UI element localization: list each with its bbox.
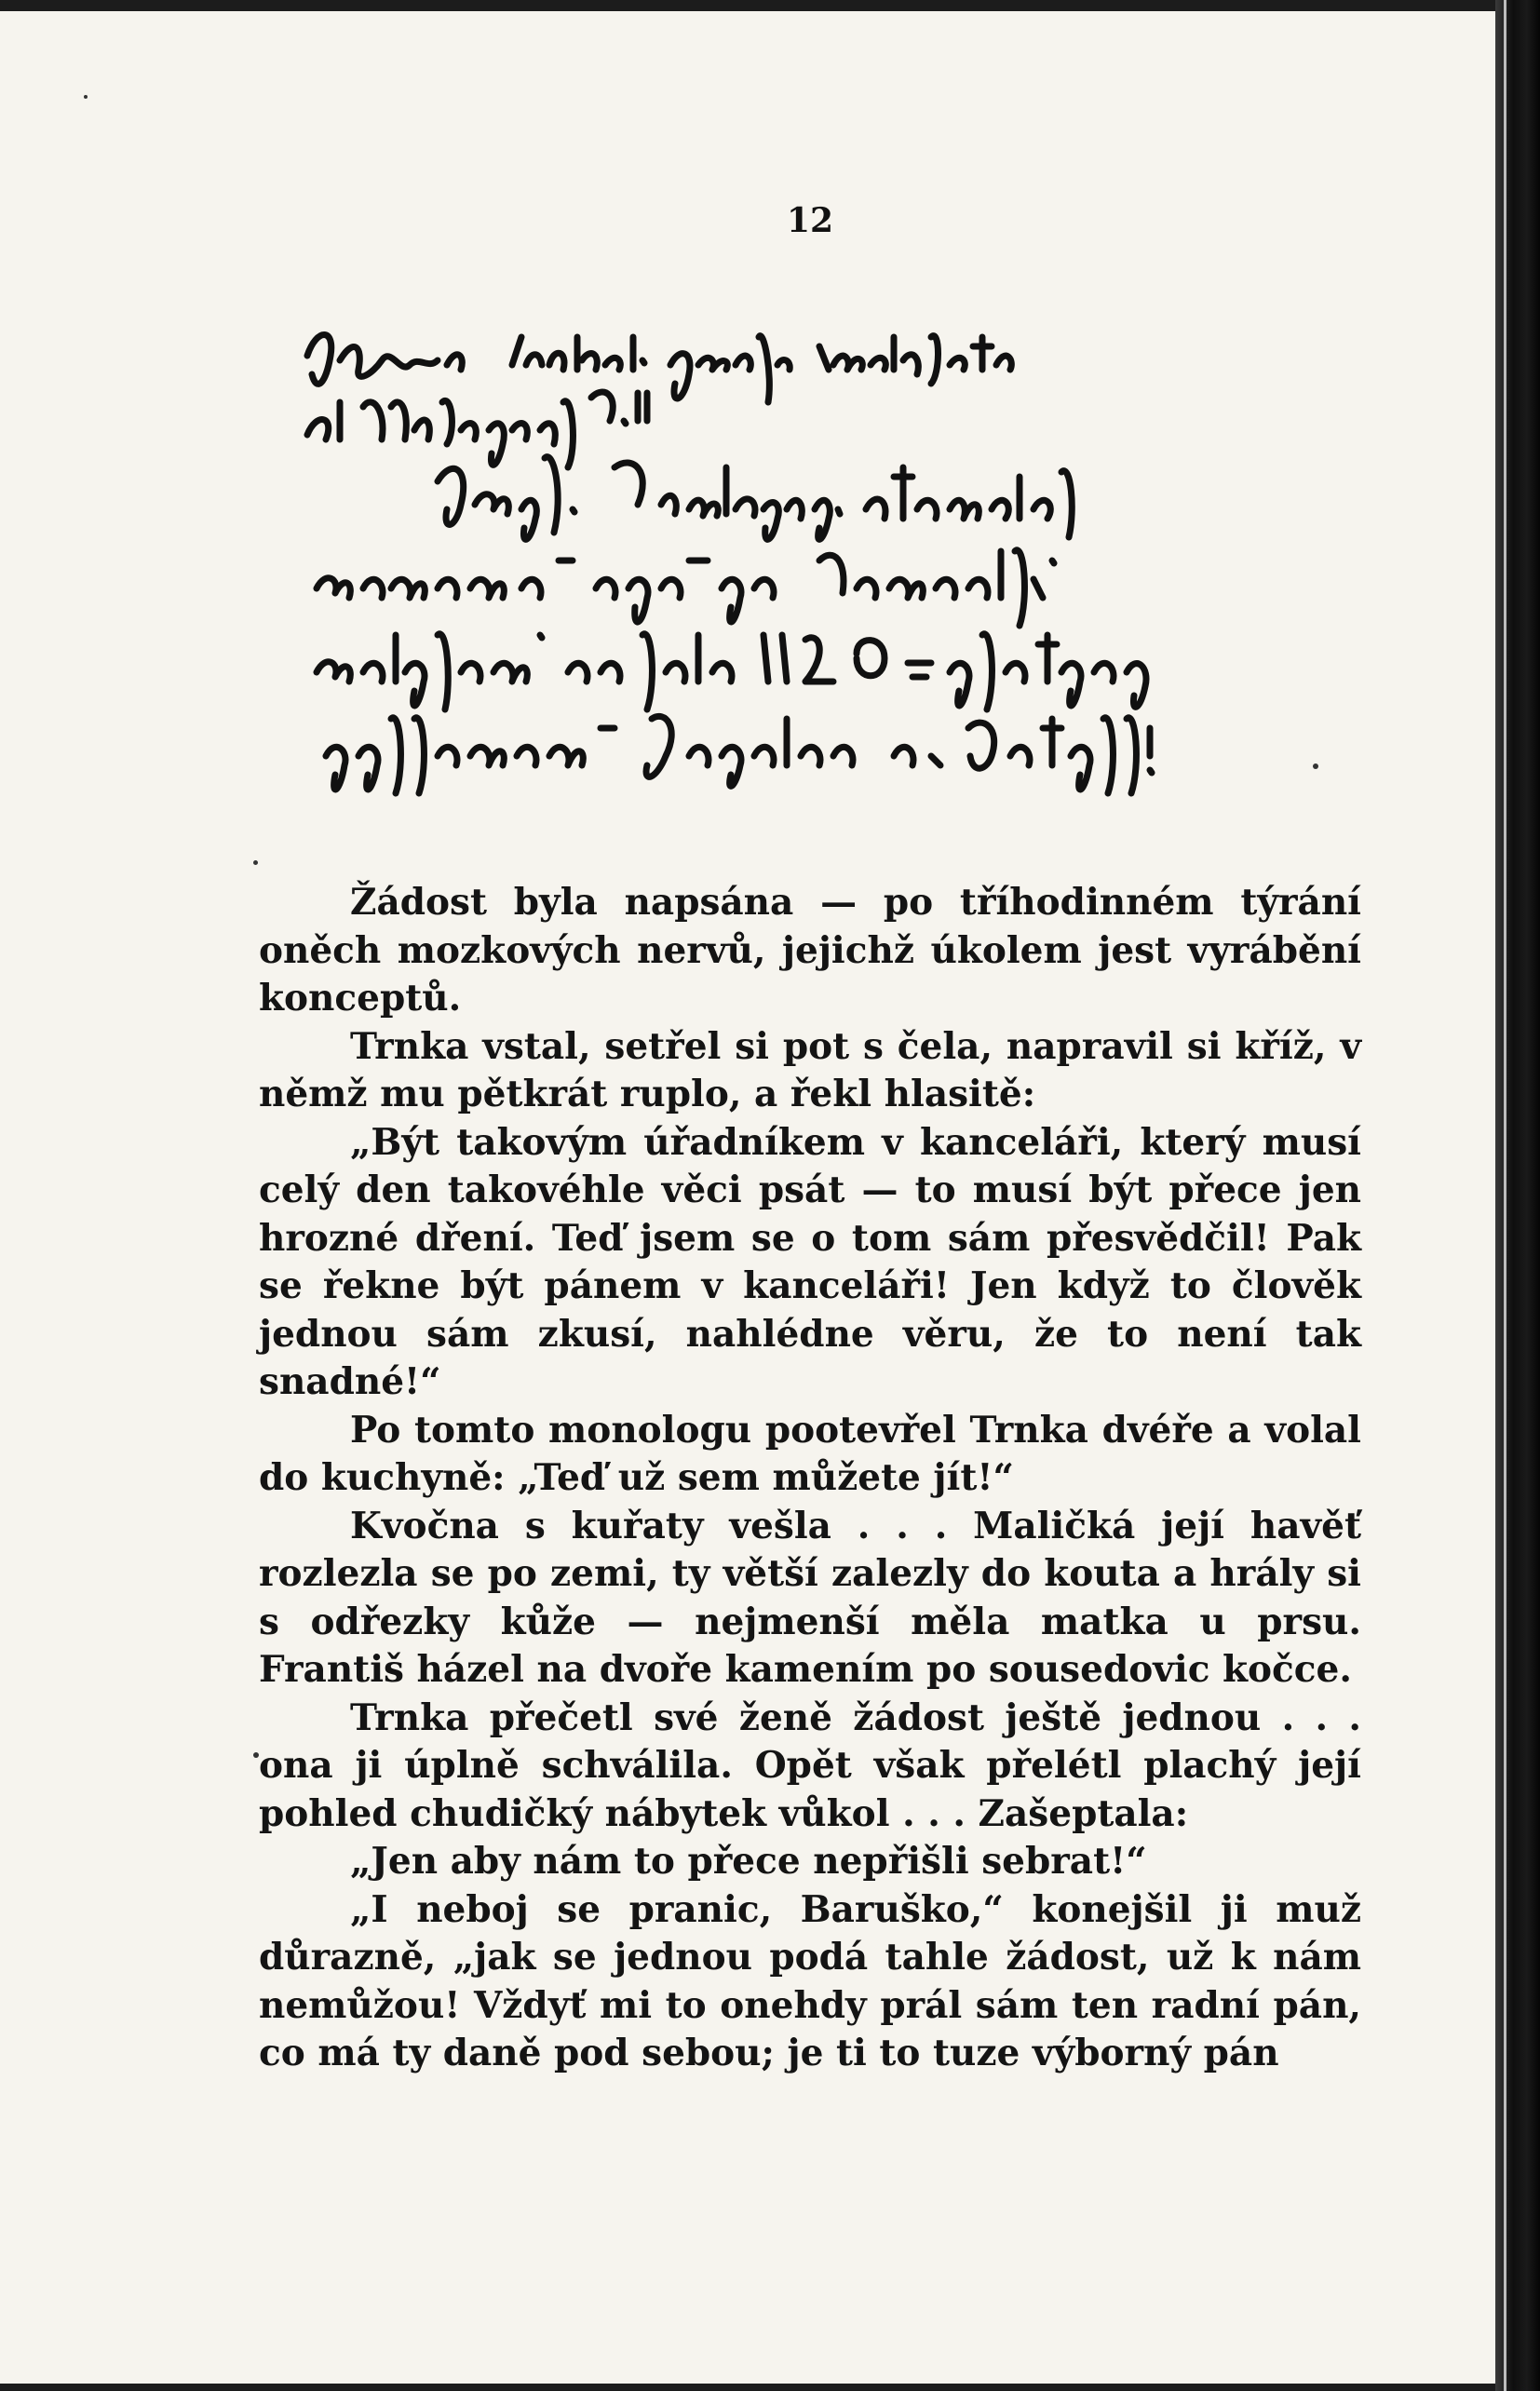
paragraph: Kvočna s kuřaty vešla . . . Maličká její havěť rozlezla se po zemi, ty větší zalezly do kouta a hrály si s odřezky kůže — nejmenší měla matka u prsu. Františ házel na dvoře kamením po sousedovic kočce. xyxy=(259,1504,1361,1691)
page-number: 12 xyxy=(786,201,834,240)
paragraph: Po tomto monologu pootevřel Trnka dvéře a volal do kuchyně: „Teď už sem můžete jít!“ xyxy=(259,1408,1361,1499)
scan-speck xyxy=(1313,763,1318,769)
paragraph: Trnka vstal, setřel si pot s čela, napravil si kříž, v němž mu pětkrát ruplo, a řekl hlasitě: xyxy=(259,1024,1361,1115)
handwritten-note xyxy=(298,318,1350,803)
scan-speck xyxy=(253,860,258,865)
paragraph: Žádost byla napsána — po tříhodinném týrání oněch mozkových nervů, jejichž úkolem jest vyrábění konceptů. xyxy=(259,881,1361,1020)
scan-speck xyxy=(253,1752,259,1758)
book-page xyxy=(0,11,1495,2384)
handwriting-strokes xyxy=(298,318,1350,803)
paragraph: „Jen aby nám to přece nepřišli sebrat!“ xyxy=(350,1840,1147,1883)
paragraph: „Být takovým úřadníkem v kanceláři, který musí celý den takovéhle věci psát — to musí být přece jen hrozné dření. Teď jsem se o tom sám přesvědčil! Pak se řekne být pánem v kanceláři! Jen když to člověk jednou sám zkusí, nahlédne věru, že to není tak snadné!“ xyxy=(259,1120,1361,1403)
body-text xyxy=(259,879,1361,2078)
scan-speck xyxy=(84,95,88,99)
paragraph: Trnka přečetl své ženě žádost ještě jednou . . . ona ji úplně schválila. Opět však přelétl plachý její pohled chudičký nábytek vůkol . . . Zašeptala: xyxy=(259,1695,1361,1835)
binding-line xyxy=(1504,0,1506,2391)
binding-edge xyxy=(1495,0,1540,2391)
paragraph: „I neboj se pranic, Baruško,“ konejšil ji muž důrazně, „jak se jednou podá tahle žádost, už k nám nemůžou! Vždyť mi to onehdy prál sám ten radní pán, co má ty daně pod sebou; je ti to tuze výborný pán xyxy=(259,1887,1361,2074)
